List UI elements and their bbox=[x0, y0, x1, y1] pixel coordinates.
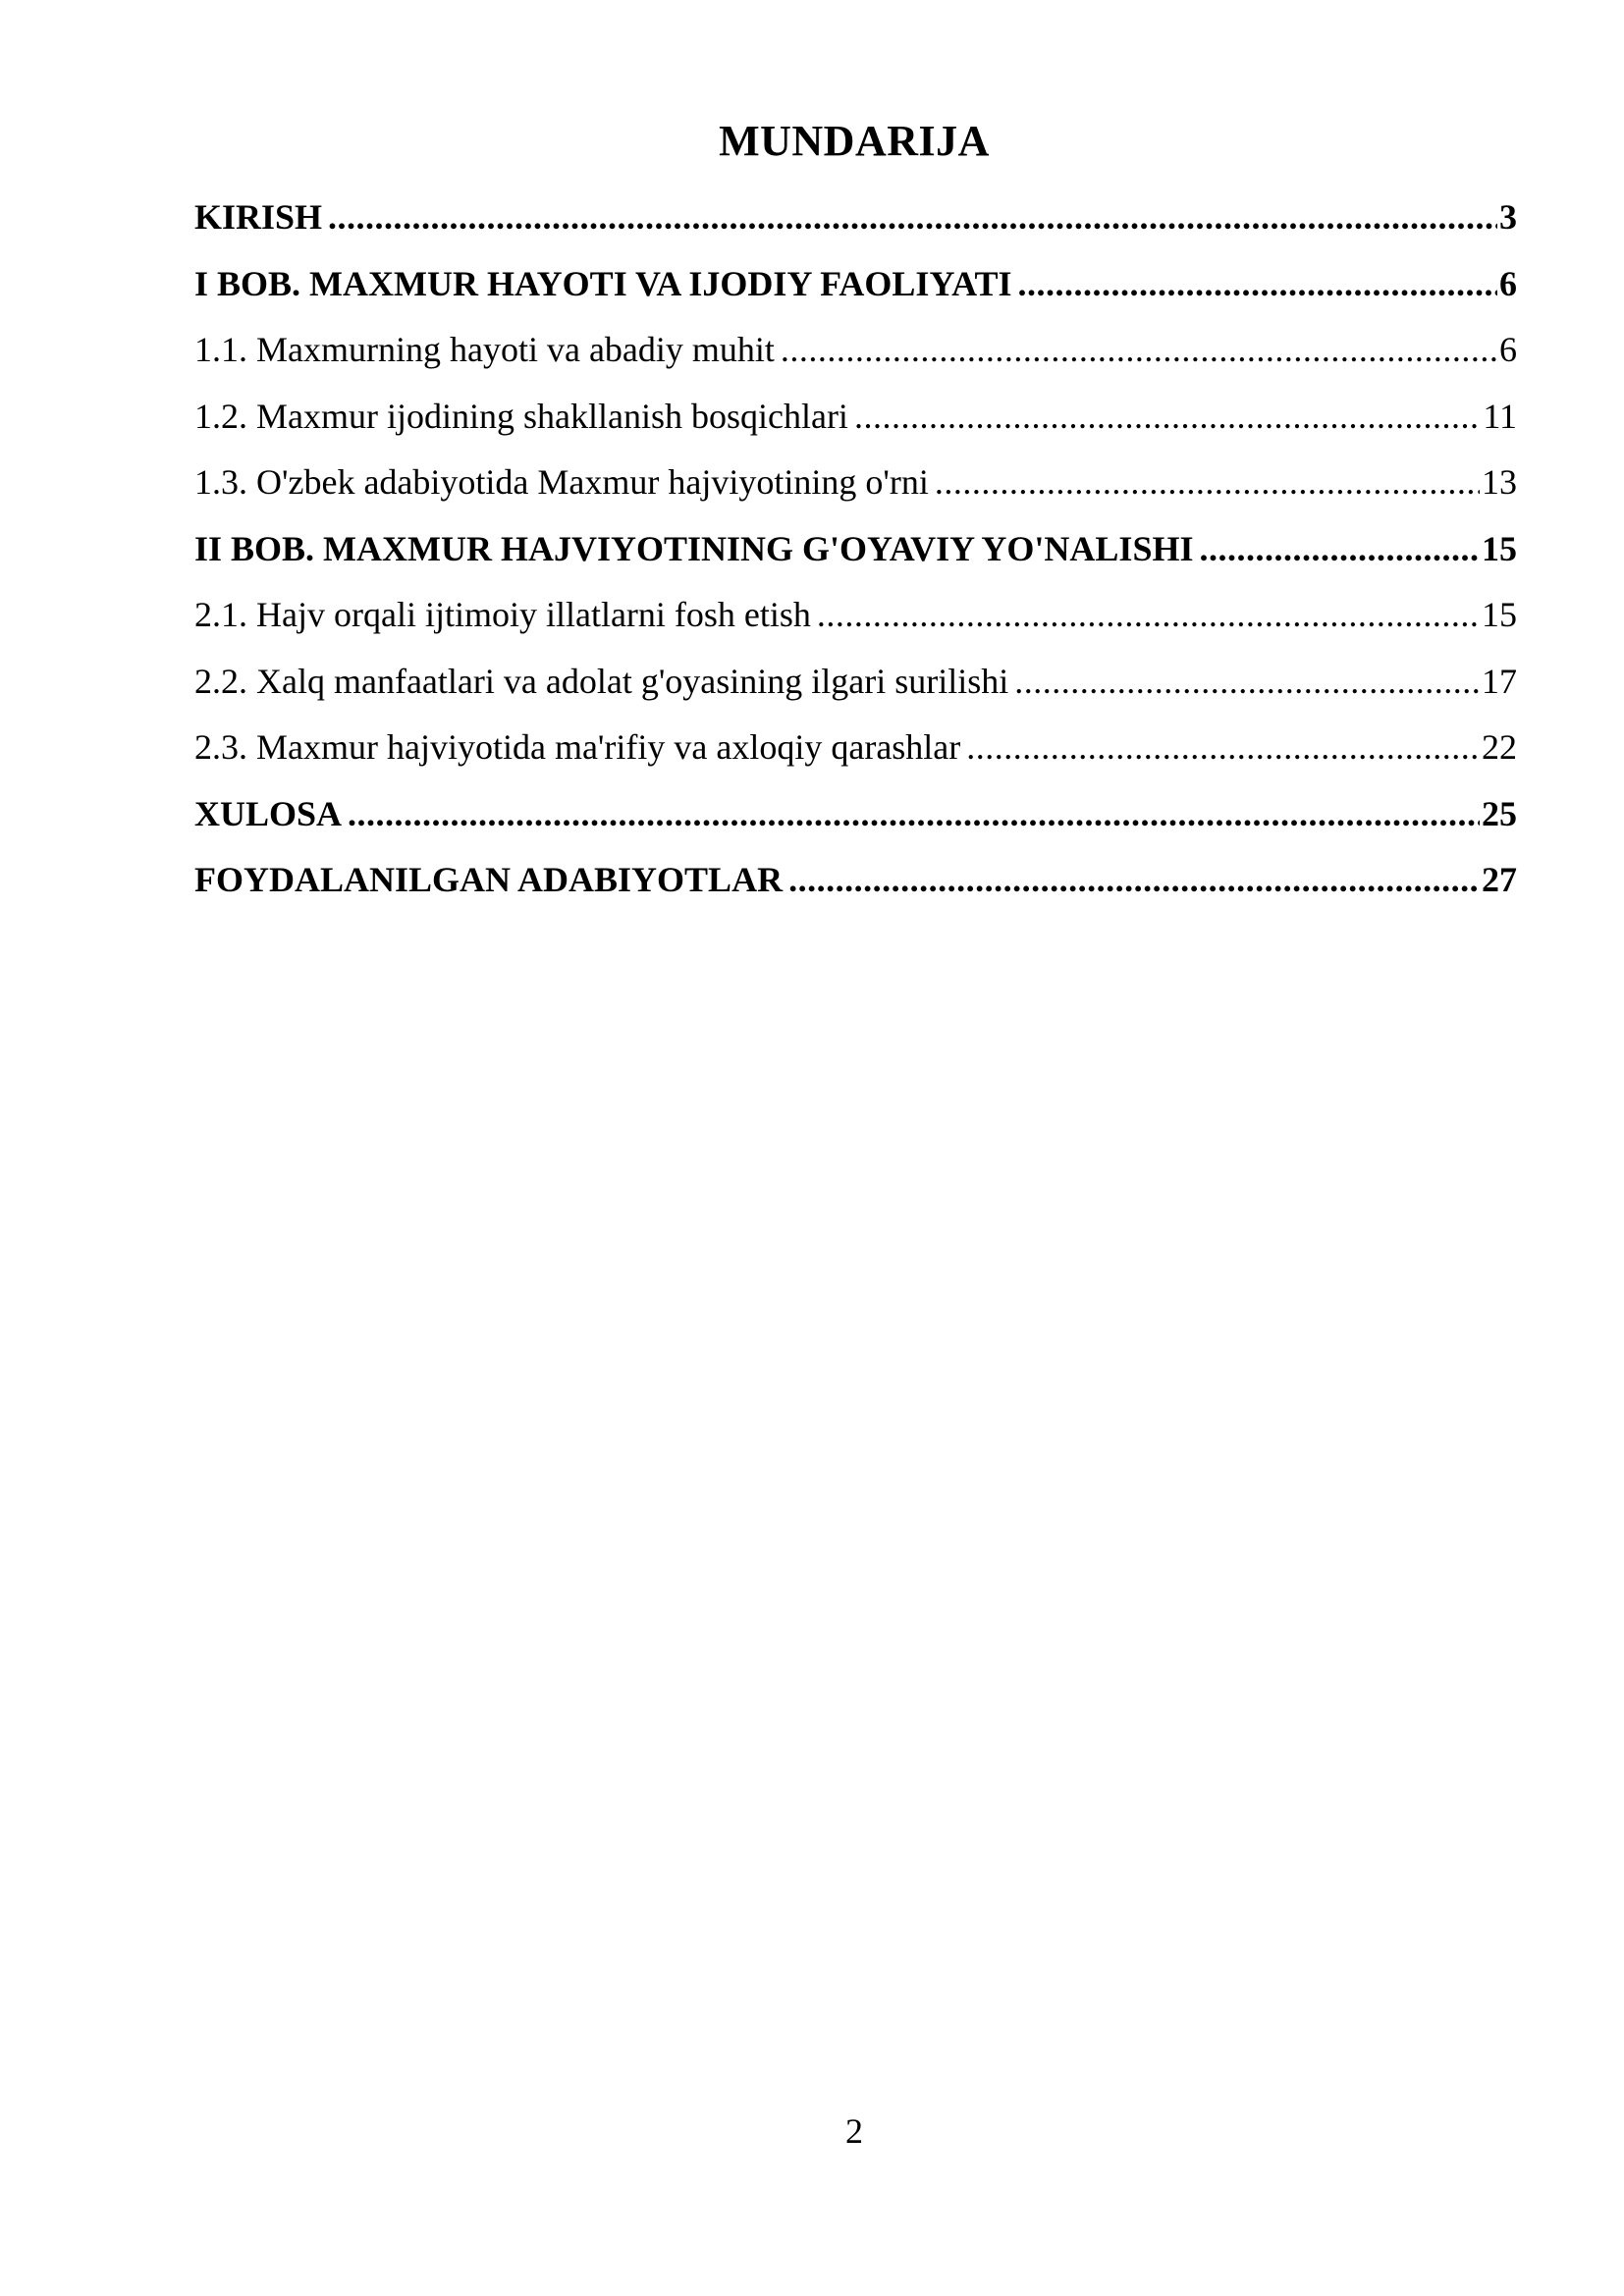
toc-entry-page: 25 bbox=[1482, 793, 1517, 833]
toc-entry-label: 1.3. O'zbek adabiyotida Maxmur hajviyotining o'rni bbox=[194, 462, 929, 502]
toc-entry-page: 6 bbox=[1499, 330, 1517, 369]
toc-entry-label: 2.3. Maxmur hajviyotida ma'rifiy va axloqiy qarashlar bbox=[194, 727, 961, 767]
toc-dot-leader bbox=[348, 781, 1480, 848]
toc-dot-leader bbox=[1014, 649, 1480, 716]
toc-entry-label: 1.1. Maxmurning hayoti va abadiy muhit bbox=[194, 330, 775, 369]
toc-entry-page: 17 bbox=[1482, 661, 1517, 701]
toc-entry-page: 15 bbox=[1482, 595, 1517, 634]
toc-entry-label: 1.2. Maxmur ijodining shakllanish bosqichlari bbox=[194, 396, 848, 436]
toc-entry-xulosa[interactable] bbox=[194, 781, 1517, 848]
toc-entry-label: 2.1. Hajv orqali ijtimoiy illatlarni fosh etish bbox=[194, 595, 811, 634]
toc-entry-section-2-2[interactable] bbox=[194, 649, 1517, 716]
toc-dot-leader bbox=[781, 317, 1497, 384]
toc-dot-leader bbox=[1199, 516, 1480, 583]
toc-entry-chapter-2[interactable] bbox=[194, 516, 1517, 583]
toc-dot-leader bbox=[788, 847, 1480, 914]
toc-entry-label: II BOB. MAXMUR HAJVIYOTINING G'OYAVIY YO'NALISHI bbox=[194, 528, 1194, 568]
page-title: MUNDARIJA bbox=[719, 117, 990, 165]
toc-dot-leader bbox=[854, 384, 1481, 451]
toc-dot-leader bbox=[966, 715, 1480, 781]
page-number: 2 bbox=[845, 2111, 863, 2151]
toc-entry-page: 6 bbox=[1499, 263, 1517, 303]
toc-entry-section-2-1[interactable] bbox=[194, 582, 1517, 649]
toc-entry-label: FOYDALANILGAN ADABIYOTLAR bbox=[194, 860, 784, 899]
toc-entry-page: 3 bbox=[1499, 197, 1517, 237]
table-of-contents bbox=[194, 185, 1517, 914]
toc-dot-leader bbox=[328, 185, 1497, 251]
toc-dot-leader bbox=[935, 450, 1480, 516]
toc-entry-page: 27 bbox=[1482, 860, 1517, 899]
toc-entry-kirish[interactable] bbox=[194, 185, 1517, 251]
toc-entry-label: 2.2. Xalq manfaatlari va adolat g'oyasining ilgari surilishi bbox=[194, 661, 1009, 701]
toc-entry-section-1-3[interactable] bbox=[194, 450, 1517, 516]
toc-entry-chapter-1[interactable] bbox=[194, 251, 1517, 318]
toc-entry-page: 15 bbox=[1482, 528, 1517, 568]
toc-entry-page: 13 bbox=[1482, 462, 1517, 502]
toc-entry-label: I BOB. MAXMUR HAYOTI VA IJODIY FAOLIYATI bbox=[194, 263, 1012, 303]
toc-entry-section-1-2[interactable] bbox=[194, 384, 1517, 451]
toc-entry-section-2-3[interactable] bbox=[194, 715, 1517, 781]
toc-entry-section-1-1[interactable] bbox=[194, 317, 1517, 384]
toc-entry-label: KIRISH bbox=[194, 197, 323, 237]
toc-entry-page: 22 bbox=[1482, 727, 1517, 767]
toc-entry-label: XULOSA bbox=[194, 793, 343, 833]
toc-dot-leader bbox=[817, 582, 1480, 649]
toc-entry-references[interactable] bbox=[194, 847, 1517, 914]
toc-entry-page: 11 bbox=[1483, 396, 1517, 436]
toc-dot-leader bbox=[1017, 251, 1497, 318]
